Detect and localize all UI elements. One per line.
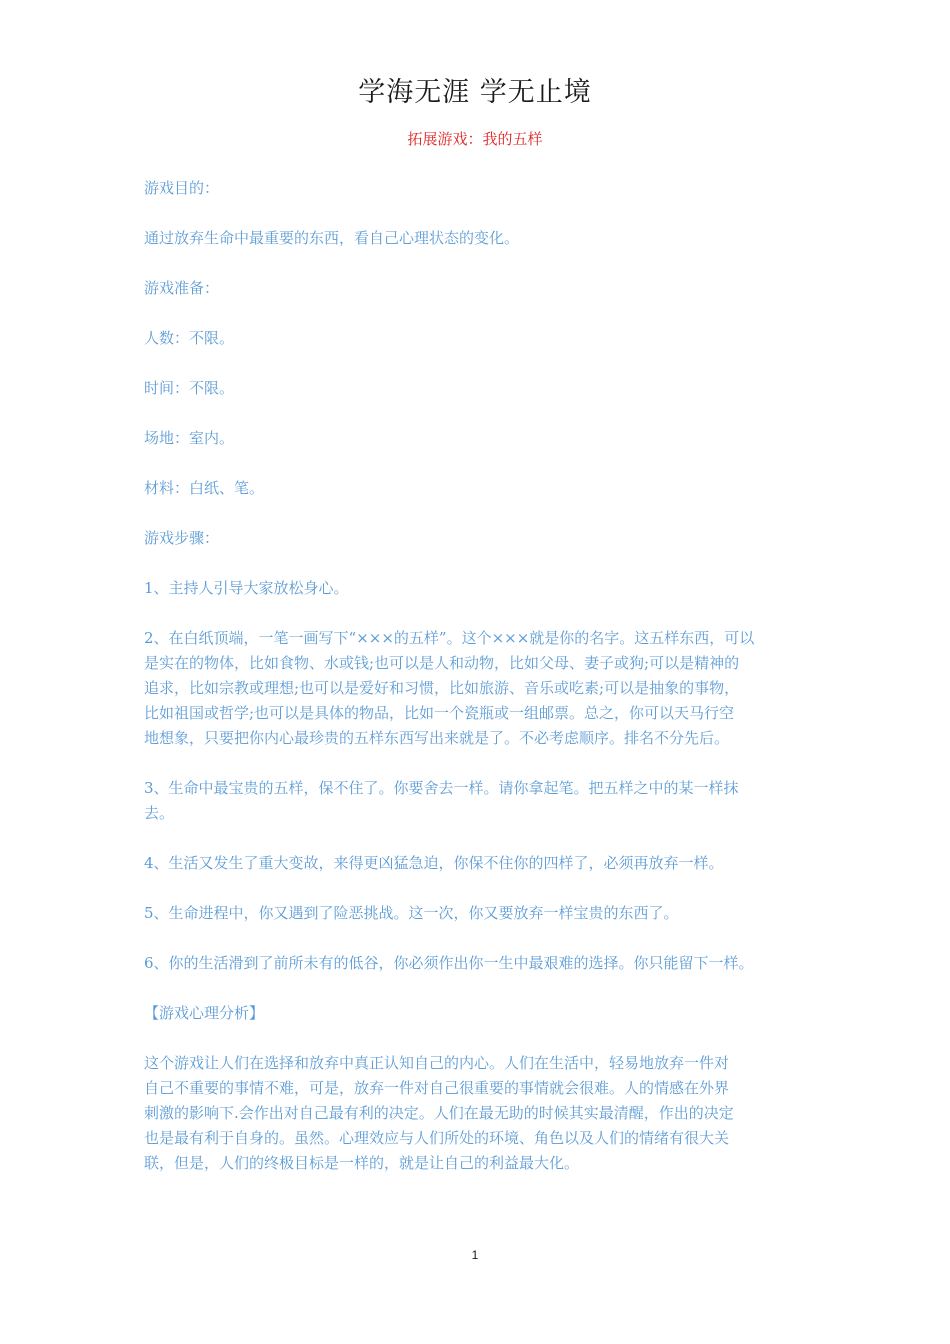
paragraph-step-2: 2、在白纸顶端，一笔一画写下“×××的五样”。这个×××就是你的名字。这五样东西，可以 是实在的物体，比如食物、水或钱;也可以是人和动物，比如父母、妻子或狗;可以是精神的 追求，比如宗教或理想;也可以是爱好和习惯，比如旅游、音乐或吃素;可以是抽象的事物， 比如祖国或哲学;也可以是具体的物品，比如一个瓷瓶或一组邮票。总之，你可以天马行空 地想象，只要把你内心最珍贵的五样东西写出来就是了。不必考虑顺序。排名不分先后。 [144,629,755,747]
paragraph-preparation-heading: 游戏准备： [144,279,220,297]
paragraph-venue: 场地：室内。 [144,429,235,447]
document-subtitle: 拓展游戏：我的五样 [407,130,543,148]
paragraph-step-6: 6、你的生活滑到了前所未有的低谷，你必须作出你一生中最艰难的选择。你只能留下一样。 [144,954,754,972]
paragraph-time: 时间：不限。 [144,379,235,397]
paragraph-people: 人数：不限。 [144,329,235,347]
paragraph-purpose-heading: 游戏目的： [144,179,220,197]
page-number: 1 [471,1248,479,1262]
paragraph-materials: 材料：白纸、笔。 [144,479,265,497]
paragraph-purpose: 通过放弃生命中最重要的东西，看自己心理状态的变化。 [144,229,520,247]
paragraph-step-5: 5、生命进程中，你又遇到了险恶挑战。这一次，你又要放弃一样宝贵的东西了。 [144,904,679,922]
document-body [144,176,824,1201]
paragraph-analysis: 这个游戏让人们在选择和放弃中真正认知自己的内心。人们在生活中，轻易地放弃一件对 自己不重要的事情不难，可是，放弃一件对自己很重要的事情就会很难。人的情感在外界 刺激的影响下.会作出对自己最有利的决定。人们在最无助的时候其实最清醒，作出的决定 也是最有利于自身的。虽然。心理效应与人们所处的环境、角色以及人们的情绪有很大关 联，但是，人们的终极目标是一样的，就是让自己的利益最大化。 [144,1054,734,1172]
paragraph-steps-heading: 游戏步骤： [144,529,220,547]
paragraph-step-4: 4、生活又发生了重大变故，来得更凶猛急迫，你保不住你的四样了，必须再放弃一样。 [144,854,724,872]
paragraph-step-3: 3、生命中最宝贵的五样，保不住了。你要舍去一样。请你拿起笔。把五样之中的某一样抹 去。 [144,779,739,822]
page-header-title: 学海无涯 学无止境 [358,77,592,108]
paragraph-analysis-heading: 【游戏心理分析】 [144,1004,265,1022]
paragraph-step-1: 1、主持人引导大家放松身心。 [144,579,349,597]
